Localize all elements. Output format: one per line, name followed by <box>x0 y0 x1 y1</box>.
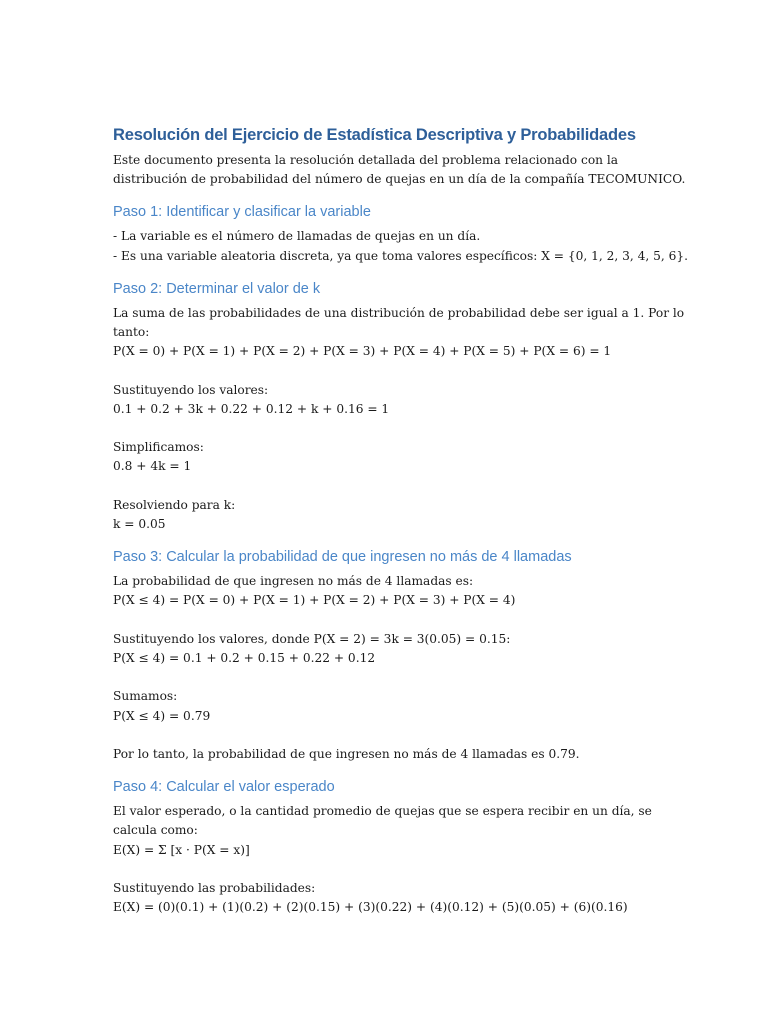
step3-conclusion: Por lo tanto, la probabilidad de que ingresen no más de 4 llamadas es 0.79. <box>113 746 580 761</box>
step3-heading: Paso 3: Calcular la probabilidad de que ingresen no más de 4 llamadas <box>113 549 572 566</box>
step2-line: La suma de las probabilidades de una distribución de probabilidad debe ser igual a 1. Por lo <box>113 305 685 320</box>
paragraph-gap <box>113 668 658 687</box>
step2-equation: 0.8 + 4k = 1 <box>113 459 192 474</box>
step4-line: El valor esperado, o la cantidad promedio de quejas que se espera recibir en un día, se <box>113 804 652 819</box>
step2-heading: Paso 2: Determinar el valor de k <box>113 280 321 297</box>
paragraph-gap <box>113 477 658 496</box>
paragraph-gap <box>113 361 658 380</box>
step1-line: - Es una variable aleatoria discreta, ya que toma valores específicos: X = {0, 1, 2, 3, 4, 5, 6}. <box>113 248 689 263</box>
step2-result: k = 0.05 <box>113 517 166 531</box>
intro-line: distribución de probabilidad del número de quejas en un día de la compañía TECOMUNICO. <box>113 172 686 187</box>
step1-heading: Paso 1: Identificar y clasificar la variable <box>113 204 371 221</box>
step2-line: Simplificamos: <box>113 440 204 455</box>
step4-equation: E(X) = (0)(0.1) + (1)(0.2) + (2)(0.15) + (3)(0.22) + (4)(0.12) + (5)(0.05) + (6)(0.16) <box>113 900 628 915</box>
step3-line: Sustituyendo los valores, donde P(X = 2) = 3k = 3(0.05) = 0.15: <box>113 631 511 646</box>
step4-line: calcula como: <box>113 823 198 838</box>
paragraph-gap <box>113 860 658 879</box>
step3-line: La probabilidad de que ingresen no más de 4 llamadas es: <box>113 574 474 589</box>
step3-result: P(X ≤ 4) = 0.79 <box>113 708 211 723</box>
step3-equation: P(X ≤ 4) = P(X = 0) + P(X = 1) + P(X = 2) + P(X = 3) + P(X = 4) <box>113 593 516 608</box>
document-page <box>113 124 689 917</box>
step2-line: tanto: <box>113 325 150 340</box>
step4-equation: E(X) = Σ [x · P(X = x)] <box>113 842 250 857</box>
step1-line: - La variable es el número de llamadas de quejas en un día. <box>113 229 481 244</box>
paragraph-gap <box>113 726 658 745</box>
document-title: Resolución del Ejercicio de Estadística Descriptiva y Probabilidades <box>113 126 636 144</box>
paragraph-gap <box>113 419 658 438</box>
step4-heading: Paso 4: Calcular el valor esperado <box>113 779 335 796</box>
step3-line: Sumamos: <box>113 689 178 704</box>
step2-line: Sustituyendo los valores: <box>113 382 269 397</box>
step2-equation: P(X = 0) + P(X = 1) + P(X = 2) + P(X = 3) + P(X = 4) + P(X = 5) + P(X = 6) = 1 <box>113 344 612 359</box>
step3-equation: P(X ≤ 4) = 0.1 + 0.2 + 0.15 + 0.22 + 0.12 <box>113 651 376 665</box>
step4-line: Sustituyendo las probabilidades: <box>113 880 316 895</box>
paragraph-gap <box>113 611 658 630</box>
step2-equation: 0.1 + 0.2 + 3k + 0.22 + 0.12 + k + 0.16 = 1 <box>113 401 390 416</box>
step2-line: Resolviendo para k: <box>113 497 236 512</box>
intro-line: Este documento presenta la resolución detallada del problema relacionado con la <box>113 153 619 167</box>
